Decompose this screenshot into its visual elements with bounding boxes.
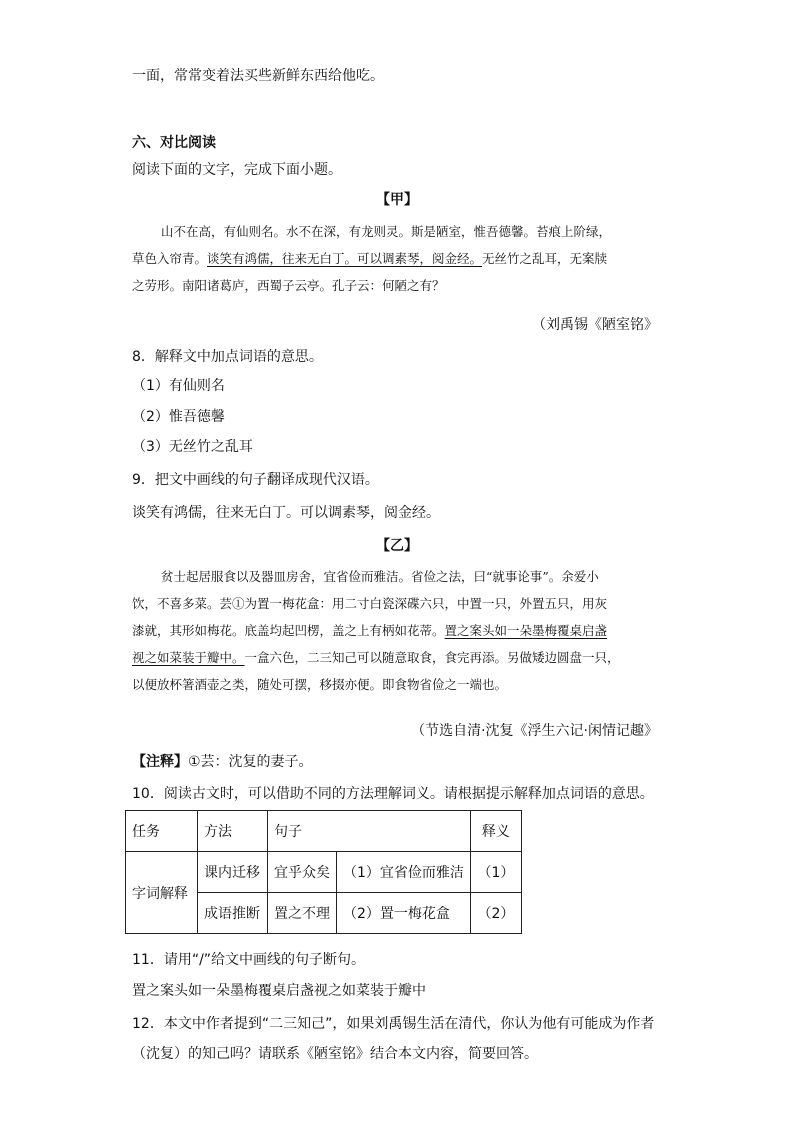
yi-line: 漆就，其形如梅花。底盖均起凹楞，盖之上有柄如花蒂。置之案头如一朵墨梅覆桌启盏 [132, 623, 608, 638]
q8-item: （1）有仙则名 [132, 378, 225, 394]
table-cell: 成语推断 [198, 893, 268, 934]
intro-line: 一面，常常变着法买些新鲜东西给他吃。 [132, 68, 384, 84]
yi-source: （节选自清·沈复《浮生六记·闲情记趣》 [411, 723, 658, 739]
yi-line: 饮，不喜多菜。芸①为置一梅花盒：用二寸白瓷深碟六只，中置一只，外置五只，用灰 [132, 596, 608, 611]
yi-underlined-sentence: 置之案头如一朵墨梅覆桌启盏 [444, 623, 608, 638]
table-row [126, 852, 522, 893]
table-cell: 宜乎众矣 [268, 852, 337, 893]
note [132, 752, 313, 772]
table-cell-answer[interactable]: （2） [470, 893, 521, 934]
note-text: ①芸：沈复的妻子。 [188, 754, 313, 770]
jia-passage [132, 218, 662, 299]
table-cell: 课内迁移 [198, 852, 268, 893]
table-row [126, 811, 522, 852]
table-header-cell: 任务 [126, 811, 198, 852]
section-title: 六、对比阅读 [132, 135, 216, 151]
q8-item: （3）无丝竹之乱耳 [132, 439, 253, 455]
jia-underlined-sentence: 谈笑有鸿儒，往来无白丁。可以调素琴，阅金经。 [207, 251, 483, 266]
note-label: 【注释】 [132, 754, 188, 770]
yi-line: 视之如菜装于瓣中。一盒六色，二三知己可以随意取食，食完再添。另做矮边圆盘一只， [132, 650, 620, 665]
jia-line: 草色入帘青。谈笑有鸿儒，往来无白丁。可以调素琴，阅金经。无丝竹之乱耳，无案牍 [132, 251, 608, 266]
table-cell: （2）置一梅花盒 [337, 893, 471, 934]
yi-underlined-sentence: 视之如菜装于瓣中。 [132, 650, 245, 665]
q12-line: 12．本文中作者提到“二三知己”，如果刘禹锡生活在清代，你认为他有可能成为作者 [132, 1016, 655, 1032]
yi-line: 以便放杯箸酒壶之类，随处可摆，移掇亦便。即食物省俭之一端也。 [132, 677, 508, 692]
jia-source: （刘禹锡《陋室铭》 [532, 317, 658, 333]
jia-line: 之劳形。南阳诸葛庐，西蜀子云亭。孔子云：何陋之有？ [132, 278, 445, 293]
table-cell: （1）宜省俭而雅洁 [337, 852, 471, 893]
table-header-cell: 句子 [268, 811, 471, 852]
q11-sentence: 置之案头如一朵墨梅覆桌启盏视之如菜装于瓣中 [132, 983, 426, 999]
table-header-cell: 释义 [470, 811, 521, 852]
yi-line: 贫士起居服食以及器皿房舍，宜省俭而雅洁。省俭之法，曰“就事论事”。余爱小 [161, 569, 599, 584]
table-cell: 置之不理 [268, 893, 337, 934]
jia-line: 山不在高，有仙则名。水不在深，有龙则灵。斯是陋室，惟吾德馨。苔痕上阶绿， [161, 224, 612, 239]
q9-title: 9．把文中画线的句子翻译成现代汉语。 [132, 472, 379, 488]
table-cell-answer[interactable]: （1） [470, 852, 521, 893]
yi-header: 【乙】 [376, 538, 418, 554]
q11-title: 11．请用“/”给文中画线的句子断句。 [132, 952, 366, 968]
yi-passage [132, 563, 662, 698]
q12-line: （沈复）的知己吗？请联系《陋室铭》结合本文内容，简要回答。 [132, 1046, 538, 1062]
jia-header: 【甲】 [376, 192, 418, 208]
q8-title: 8．解释文中加点词语的意思。 [132, 349, 323, 365]
q9-sentence: 谈笑有鸿儒，往来无白丁。可以调素琴，阅金经。 [132, 505, 440, 521]
q10-table [125, 810, 522, 934]
q8-item: （2）惟吾德馨 [132, 409, 225, 425]
table-cell-task: 字词解释 [126, 852, 198, 934]
table-header-cell: 方法 [198, 811, 268, 852]
instruction: 阅读下面的文字，完成下面小题。 [132, 162, 342, 178]
q10-title: 10．阅读古文时，可以借助不同的方法理解词义。请根据提示解释加点词语的意思。 [132, 786, 654, 802]
